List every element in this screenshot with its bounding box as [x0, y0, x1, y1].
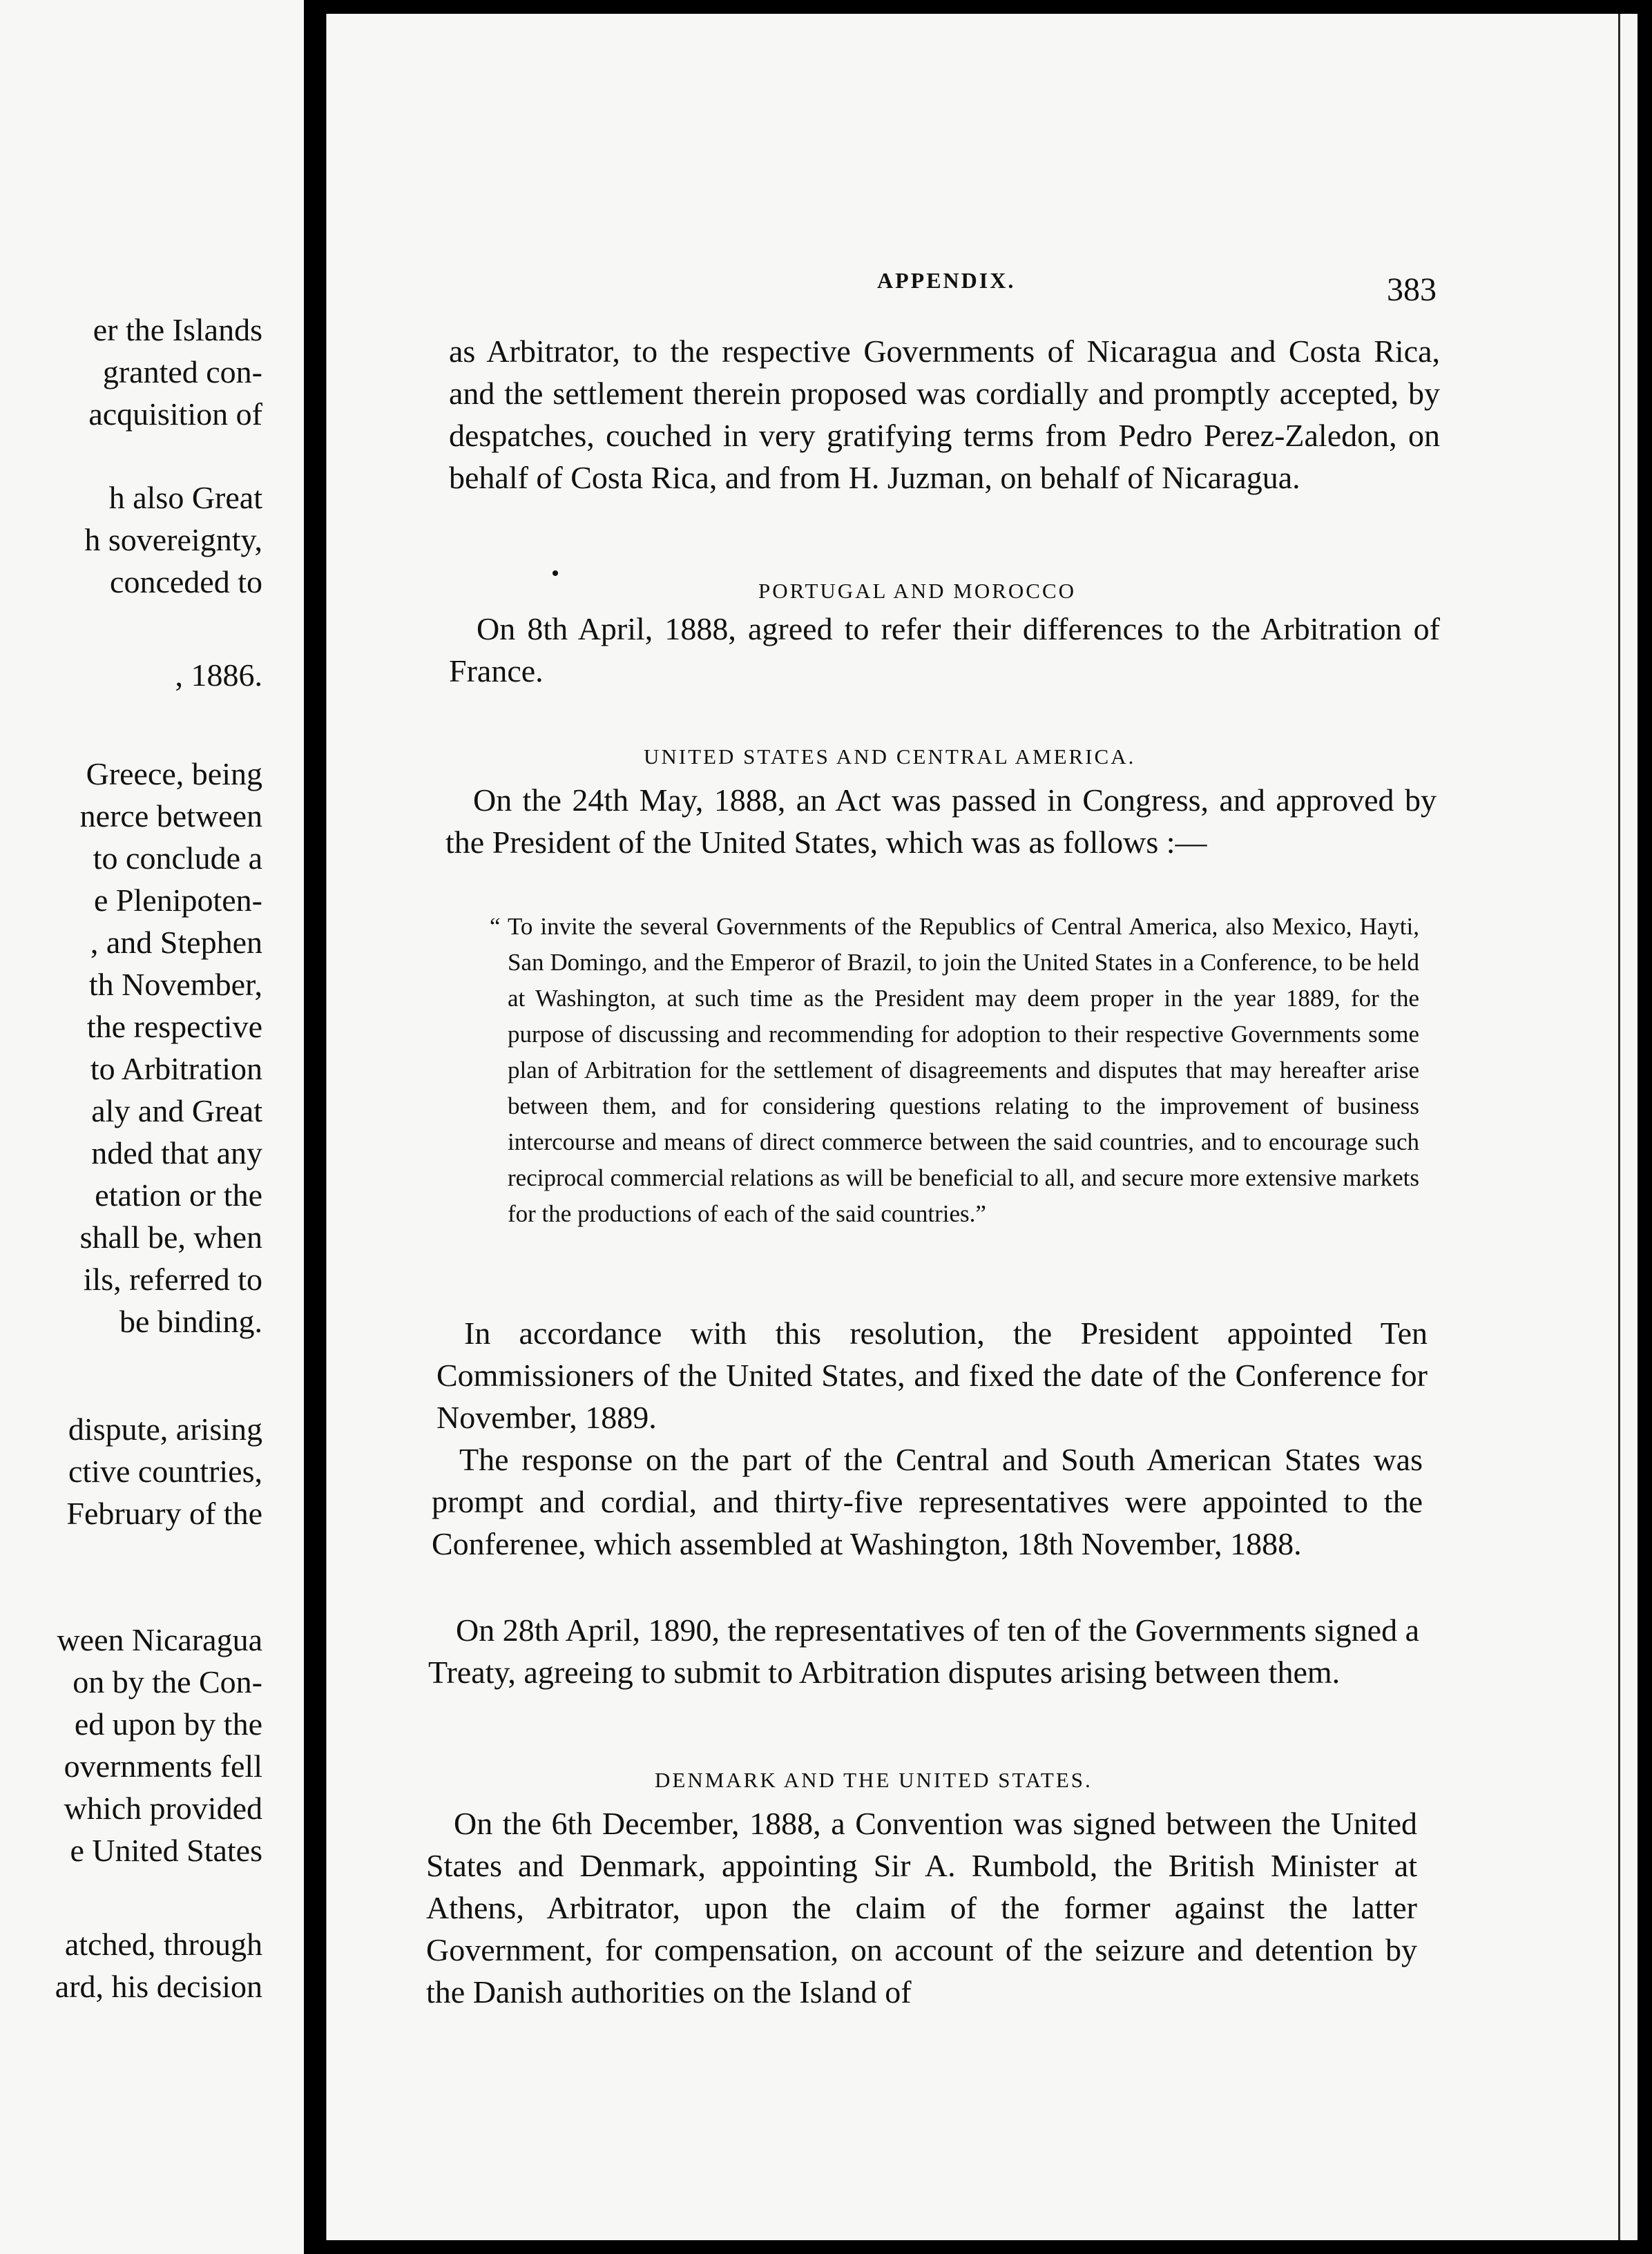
left-line: on by the Con-	[73, 1664, 262, 1699]
left-line: atched, through	[64, 1927, 262, 1962]
left-line: February of the	[66, 1496, 262, 1531]
left-line: h sovereignty,	[84, 522, 262, 557]
left-line: the respective	[86, 1009, 262, 1044]
left-line: , 1886.	[175, 657, 262, 693]
left-line: overnments fell	[64, 1749, 262, 1784]
left-line: ard, his decision	[55, 1969, 262, 2004]
left-line: ils, referred to	[83, 1262, 262, 1297]
left-line: dispute, arising	[68, 1412, 262, 1447]
paragraph-denmark-text: On the 6th December, 1888, a Convention was signed between the United States and Denmark, appointing Sir A. Rumbold, the British Minister at Athens, Arbitrator, upon the claim of the former against the latter Government, for compensation, on account of the seizure and detention by the Danish authorities on the Island of	[426, 1806, 1417, 2010]
left-line: etation or the	[95, 1177, 262, 1213]
left-line: ctive countries,	[68, 1454, 262, 1489]
left-line: aly and Great	[91, 1093, 262, 1128]
left-line: ed upon by the	[74, 1706, 262, 1742]
paragraph-response	[432, 1438, 1423, 1565]
left-line: e United States	[70, 1833, 262, 1868]
paragraph-us-ca-text: On the 24th May, 1888, an Act was passed in Congress, and approved by the President of the United States, which was as follows :—	[445, 782, 1437, 860]
running-header: APPENDIX.	[877, 268, 1016, 293]
left-line: which provided	[64, 1791, 262, 1826]
left-line: e Plenipoten-	[94, 883, 262, 918]
left-line: er the Islands	[93, 312, 262, 347]
quotation-block	[490, 909, 1419, 1232]
paragraph-accordance-text: In accordance with this resolution, the President appointed Ten Commissioners of the United States, and fixed the date of the Conference for November, 1889.	[436, 1316, 1428, 1435]
left-line: to conclude a	[93, 840, 262, 876]
left-page	[0, 0, 304, 2254]
left-line: th November,	[88, 967, 262, 1002]
paragraph-treaty-text: On 28th April, 1890, the representatives of ten of the Governments signed a Treaty, agreeing to submit to Arbitration disputes arising between them.	[428, 1612, 1420, 1690]
printer-mark	[553, 570, 558, 576]
paragraph-response-text: The response on the part of the Central and South American States was prompt and cordial, and thirty-five representatives were appointed to the Conferenee, which assembled at Washington, 18th November, 1888.	[432, 1442, 1423, 1561]
paragraph-us-ca	[445, 779, 1437, 863]
left-line: Greece, being	[86, 756, 262, 791]
paragraph-intro-text: as Arbitrator, to the respective Governments of Nicaragua and Costa Rica, and the settlement therein proposed was cordially and promptly accepted, by despatches, couched in very gratifying terms from Pedro Perez-Zaledon, on behalf of Costa Rica, and from H. Juzman, on behalf of Nicaragua.	[449, 334, 1440, 495]
paragraph-treaty	[428, 1609, 1419, 1693]
left-line: nerce between	[79, 798, 262, 834]
left-line: acquisition of	[88, 396, 262, 432]
page-edge-shadow	[1618, 14, 1620, 2240]
paragraph-portugal	[449, 608, 1440, 692]
heading-portugal-morocco: PORTUGAL AND MOROCCO	[758, 579, 1077, 603]
paragraph-intro	[449, 330, 1440, 499]
left-line: shall be, when	[79, 1220, 262, 1255]
left-line: nded that any	[91, 1135, 262, 1171]
paragraph-accordance	[436, 1312, 1428, 1438]
heading-us-central-america: UNITED STATES AND CENTRAL AMERICA.	[644, 744, 1136, 769]
page-number: 383	[1387, 271, 1437, 308]
paragraph-portugal-text: On 8th April, 1888, agreed to refer their differences to the Arbitration of France.	[449, 611, 1440, 688]
left-line: ween Nicaragua	[57, 1622, 262, 1657]
heading-denmark-us: DENMARK AND THE UNITED STATES.	[655, 1768, 1093, 1792]
paragraph-denmark	[426, 1802, 1417, 2013]
left-line: , and Stephen	[90, 925, 262, 960]
left-line: granted con-	[102, 354, 262, 389]
left-line: to Arbitration	[90, 1051, 262, 1086]
left-line: h also Great	[108, 480, 262, 515]
left-line: be binding.	[119, 1304, 262, 1339]
quotation-text: “ To invite the several Governments of the Republics of Central America, also Mexico, Hayti, San Domingo, and the Emperor of Brazil, to join the United States in a Conference, to be held at Washington, at such time as the President may deem proper in the year 1889, for the purpose of discussing and recommending for adoption to their respective Governments some plan of Arbitration for the settlement of disagreements and disputes that may hereafter arise between them, and for considering questions relating to the improvement of business intercourse and means of direct commerce between the said countries, and to encourage such reciprocal commercial relations as will be beneficial to all, and secure more extensive markets for the productions of each of the said countries.”	[490, 913, 1419, 1227]
left-line: conceded to	[110, 564, 262, 599]
